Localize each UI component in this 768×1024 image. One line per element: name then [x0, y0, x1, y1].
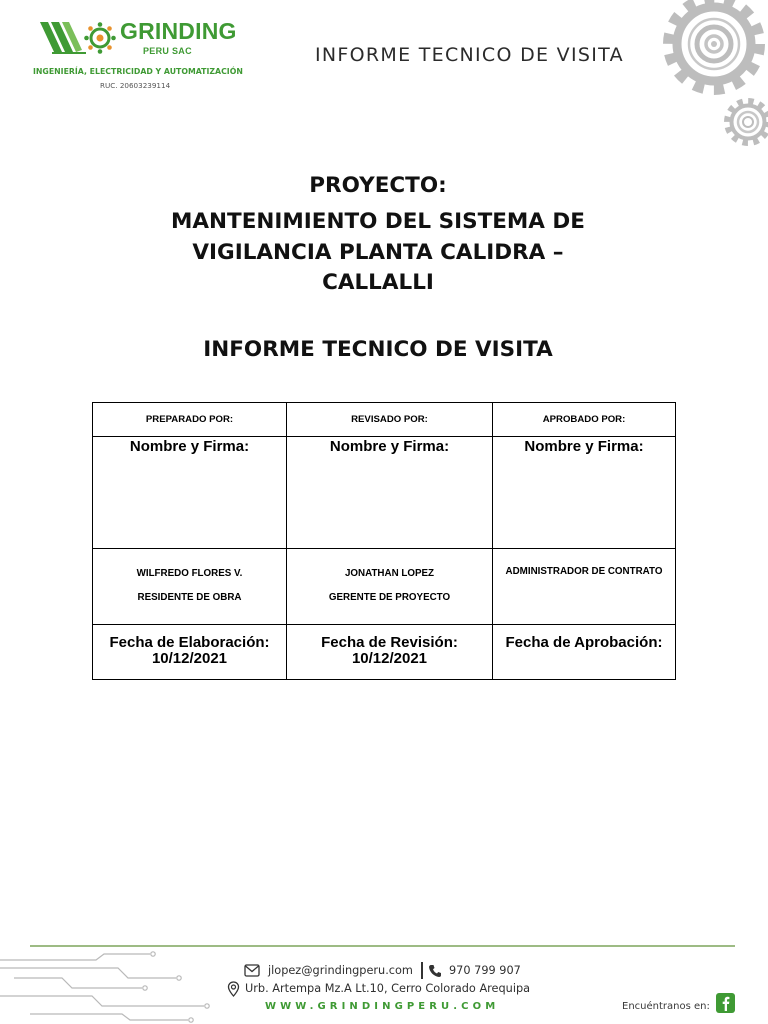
project-title-line: CALLALLI [322, 270, 434, 295]
date-cell-approval [493, 625, 676, 680]
facebook-icon [716, 993, 735, 1013]
date-label: Fecha de Elaboración: [109, 634, 270, 651]
email-icon [244, 964, 260, 977]
approval-table [92, 402, 676, 680]
gear-icon [655, 0, 768, 160]
person-cell-prepared [93, 549, 287, 625]
small-gear-icon [727, 101, 768, 143]
brand-subtitle: PERU SAC [143, 46, 192, 56]
role-cell-reviewed: REVISADO POR: [287, 403, 493, 437]
role-cell-prepared: PREPARADO POR: [93, 403, 287, 437]
role-cell-approved: APROBADO POR: [493, 403, 676, 437]
date-label: Fecha de Aprobación: [505, 634, 663, 651]
contact-separator [421, 962, 423, 979]
date-cell-elaboration [93, 625, 287, 680]
contact-address: Urb. Artempa Mz.A Lt.10, Cerro Colorado Arequipa [245, 982, 531, 995]
date-cell-revision [287, 625, 493, 680]
location-icon [227, 981, 240, 997]
person-row [93, 549, 676, 625]
footer-divider [30, 945, 735, 947]
person-name: WILFREDO FLORES V. [136, 568, 243, 579]
date-label: Fecha de Revisión: [321, 634, 458, 651]
signature-cell-approved: Nombre y Firma: [493, 437, 676, 549]
signature-cell-reviewed: Nombre y Firma: [287, 437, 493, 549]
website-url: WWW.GRINDINGPERU.COM [265, 1001, 500, 1012]
project-title-line: VIGILANCIA PLANTA CALIDRA – [192, 239, 564, 265]
person-cell-reviewed [287, 549, 493, 625]
grinding-logo-icon [38, 17, 118, 59]
project-title-line: MANTENIMIENTO DEL SISTEMA DE [171, 209, 585, 234]
signature-row [93, 437, 676, 549]
company-ruc: RUC. 20603239114 [100, 81, 171, 90]
person-position: GERENTE DE PROYECTO [328, 592, 451, 603]
date-value: 10/12/2021 [351, 650, 428, 667]
date-row [93, 625, 676, 680]
person-name: ADMINISTRADOR DE CONTRATO [505, 566, 663, 577]
logo-gear [84, 22, 116, 54]
project-label: PROYECTO: [309, 173, 447, 198]
project-title [0, 207, 756, 299]
circuit-lines-decoration [0, 950, 215, 1024]
person-name: JONATHAN LOPEZ [344, 568, 435, 579]
date-value: 10/12/2021 [151, 650, 228, 667]
report-title: INFORME TECNICO DE VISITA [203, 337, 553, 362]
role-row [93, 403, 676, 437]
signature-cell-prepared: Nombre y Firma: [93, 437, 287, 549]
contact-email: jlopez@grindingperu.com [268, 964, 413, 977]
header-document-title: INFORME TECNICO DE VISITA [315, 44, 624, 66]
contact-phone: 970 799 907 [449, 964, 521, 977]
social-label: Encuéntranos en: [622, 1001, 710, 1012]
person-position: RESIDENTE DE OBRA [137, 592, 242, 603]
logo-stripes [40, 22, 86, 54]
phone-icon [428, 964, 442, 978]
brand-tagline: INGENIERÍA, ELECTRICIDAD Y AUTOMATIZACIÓN [33, 67, 243, 76]
person-cell-approved [493, 549, 676, 625]
large-gear-icon [668, 0, 760, 90]
brand-name: GRINDING [120, 18, 237, 44]
